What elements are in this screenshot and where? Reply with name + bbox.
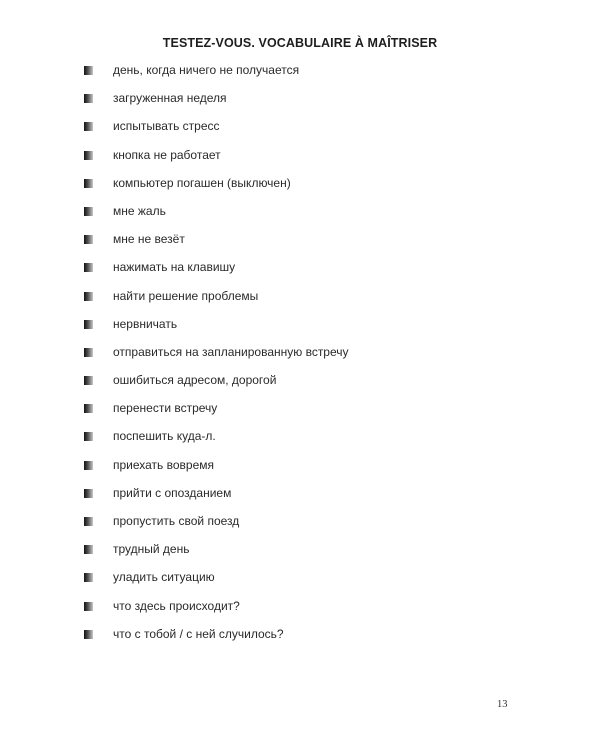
vocabulary-term: компьютер погашен (выключен)	[113, 175, 291, 190]
list-item	[84, 429, 349, 457]
vocabulary-list	[84, 63, 349, 655]
list-item	[84, 91, 349, 119]
vocabulary-term: ошибиться адресом, дорогой	[113, 373, 277, 388]
list-item	[84, 119, 349, 147]
vocabulary-term: приехать вовремя	[113, 457, 215, 472]
list-item	[84, 345, 349, 373]
vocabulary-term: прийти с опозданием	[113, 485, 232, 500]
list-item	[84, 176, 349, 204]
gradient-square-bullet-icon	[84, 292, 93, 301]
gradient-square-bullet-icon	[84, 404, 93, 413]
vocabulary-term: перенести встречу	[113, 401, 218, 416]
gradient-square-bullet-icon	[84, 263, 93, 272]
gradient-square-bullet-icon	[84, 489, 93, 498]
vocabulary-term: загруженная неделя	[113, 91, 227, 106]
vocabulary-term: что с тобой / с ней случилось?	[113, 626, 284, 641]
vocabulary-term: день, когда ничего не получается	[113, 63, 300, 77]
vocabulary-term: мне не везёт	[113, 232, 185, 247]
list-item	[84, 458, 349, 486]
gradient-square-bullet-icon	[84, 66, 93, 75]
vocabulary-term: поспешить куда-л.	[113, 429, 216, 444]
list-item	[84, 542, 349, 570]
gradient-square-bullet-icon	[84, 517, 93, 526]
list-item	[84, 599, 349, 627]
vocabulary-term: пропустить свой поезд	[113, 514, 240, 528]
vocabulary-term: кнопка не работает	[113, 147, 221, 162]
gradient-square-bullet-icon	[84, 320, 93, 329]
gradient-square-bullet-icon	[84, 630, 93, 639]
gradient-square-bullet-icon	[84, 376, 93, 385]
list-item	[84, 570, 349, 598]
gradient-square-bullet-icon	[84, 573, 93, 582]
gradient-square-bullet-icon	[84, 545, 93, 554]
vocabulary-term: найти решение проблемы	[113, 288, 259, 303]
list-item	[84, 486, 349, 514]
gradient-square-bullet-icon	[84, 151, 93, 160]
vocabulary-term: нервничать	[113, 316, 178, 331]
list-item	[84, 514, 349, 542]
gradient-square-bullet-icon	[84, 122, 93, 131]
gradient-square-bullet-icon	[84, 348, 93, 357]
gradient-square-bullet-icon	[84, 602, 93, 611]
list-item	[84, 232, 349, 260]
list-item	[84, 289, 349, 317]
gradient-square-bullet-icon	[84, 94, 93, 103]
list-item	[84, 373, 349, 401]
list-item	[84, 627, 349, 655]
vocabulary-term: уладить ситуацию	[113, 570, 215, 585]
list-item	[84, 260, 349, 288]
vocabulary-term: трудный день	[113, 542, 190, 557]
gradient-square-bullet-icon	[84, 235, 93, 244]
vocabulary-term: что здесь происходит?	[113, 598, 240, 613]
vocabulary-term: нажимать на клавишу	[113, 260, 236, 275]
list-item	[84, 317, 349, 345]
list-item	[84, 63, 349, 91]
gradient-square-bullet-icon	[84, 432, 93, 441]
gradient-square-bullet-icon	[84, 179, 93, 188]
list-item	[84, 401, 349, 429]
page-number: 13	[497, 699, 508, 710]
vocabulary-term: отправиться на запланированную встречу	[113, 344, 349, 359]
gradient-square-bullet-icon	[84, 461, 93, 470]
vocabulary-term: мне жаль	[113, 203, 166, 218]
list-item	[84, 204, 349, 232]
list-item	[84, 148, 349, 176]
page-title: TESTEZ-VOUS. VOCABULAIRE À MAÎTRISER	[162, 36, 438, 50]
gradient-square-bullet-icon	[84, 207, 93, 216]
vocabulary-term: испытывать стресс	[113, 119, 220, 134]
